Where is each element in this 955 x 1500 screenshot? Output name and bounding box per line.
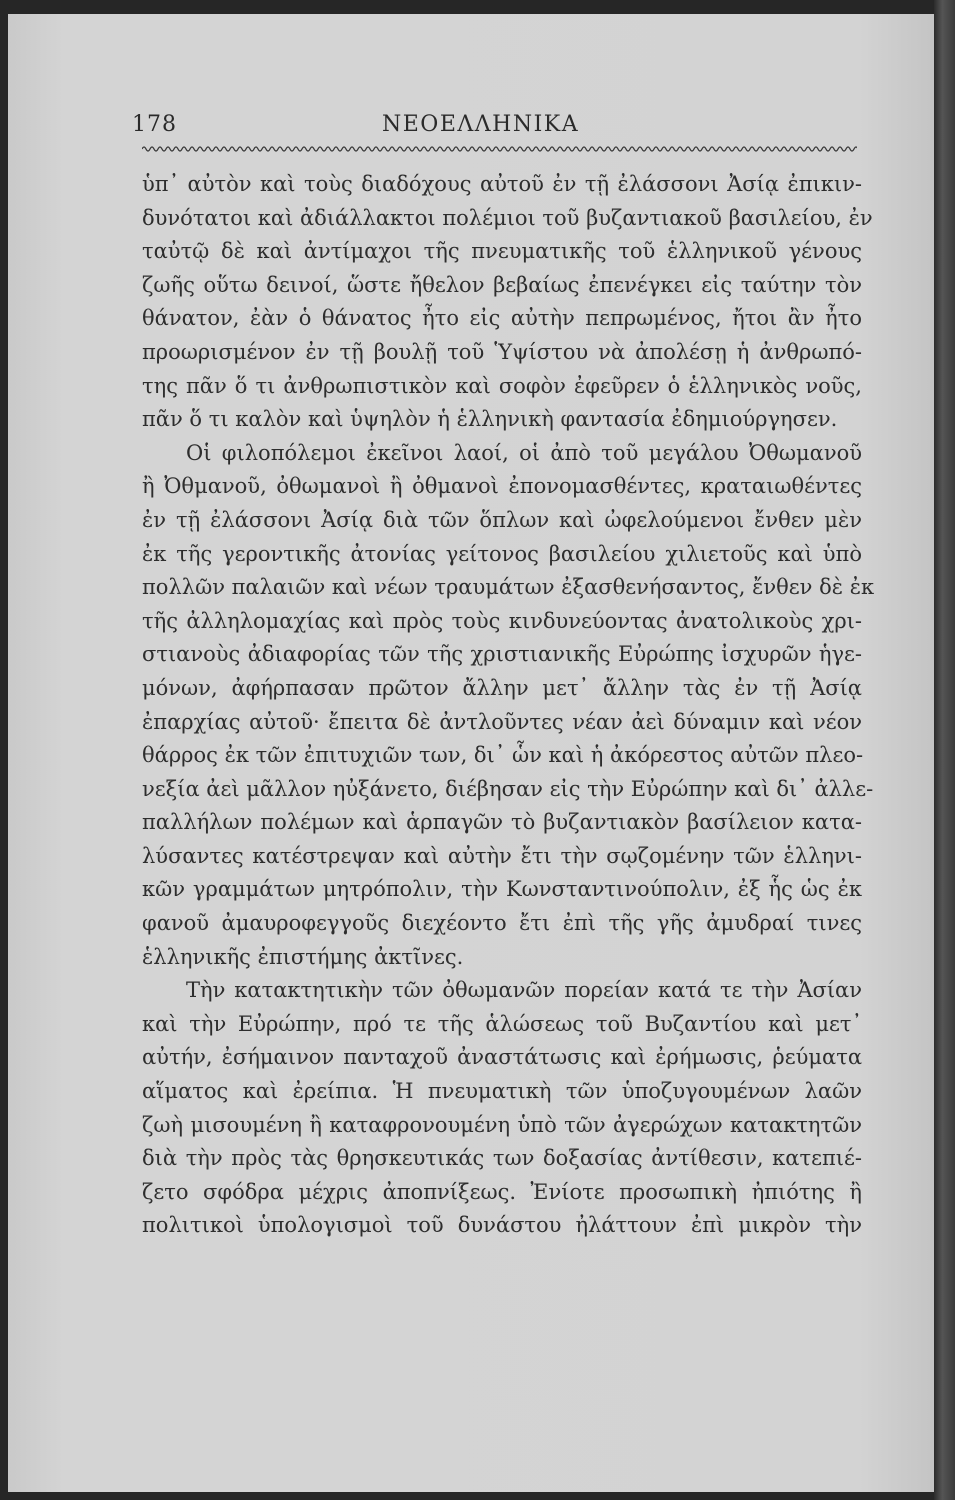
text-line: λύσαντες κατέστρεψαν καὶ αὐτὴν ἔτι τὴν σῳζομένην τῶν ἑλληνι- [142, 843, 862, 868]
text-line: διὰ τὴν πρὸς τὰς θρησκευτικάς των δοξασίας ἀντίθεσιν, κατεπιέ- [142, 1146, 862, 1171]
text-line: πᾶν ὅ τι καλὸν καὶ ὑψηλὸν ἡ ἑλληνικὴ φαντασία ἐδημιούργησεν. [142, 407, 838, 432]
text-line: παλλήλων πολέμων καὶ ἁρπαγῶν τὸ βυζαντιακὸν βασίλειον κατα- [142, 810, 862, 835]
text-line: ὑπ᾽ αὐτὸν καὶ τοὺς διαδόχους αὐτοῦ ἐν τῇ ἐλάσσονι Ἀσίᾳ ἐπικιν- [142, 172, 862, 196]
paragraph-start-line: Τὴν κατακτητικὴν τῶν ὀθωμανῶν πορείαν κατά τε τὴν Ἀσίαν [186, 978, 862, 1003]
text-line: προωρισμένον ἐν τῇ βουλῇ τοῦ Ὑψίστου νὰ ἀπολέσῃ ἡ ἀνθρωπό- [142, 339, 862, 364]
text-line: φανοῦ ἀμαυροφεγγοῦς διεχέοντο ἔτι ἐπὶ τῆς γῆς ἀμυδραί τινες [142, 911, 862, 936]
text-line: ἢ Ὀθμανοῦ, ὀθωμανοὶ ἢ ὀθμανοὶ ἐπονομασθέντες, κραταιωθέντες [142, 474, 862, 499]
text-line: ἐν τῇ ἐλάσσονι Ἀσίᾳ διὰ τῶν ὅπλων καὶ ὠφελούμενοι ἔνθεν μὲν [142, 507, 862, 532]
text-line: πολιτικοὶ ὑπολογισμοὶ τοῦ δυνάστου ἠλάττουν ἐπὶ μικρὸν τὴν [142, 1213, 862, 1238]
book-gutter-edge [934, 0, 955, 1500]
text-line: αὐτήν, ἐσήμαινον πανταχοῦ ἀναστάτωσις καὶ ἐρήμωσις, ῥεύματα [142, 1045, 862, 1070]
page-number: 178 [132, 112, 177, 137]
header-wavy-rule [142, 144, 857, 154]
text-line: ταὐτῷ δὲ καὶ ἀντίμαχοι τῆς πνευματικῆς τοῦ ἑλληνικοῦ γένους [142, 239, 862, 264]
text-line: δυνότατοι καὶ ἀδιάλλακτοι πολέμιοι τοῦ βυζαντιακοῦ βασιλείου, ἐν [142, 205, 873, 230]
text-line: θάρρος ἐκ τῶν ἐπιτυχιῶν των, δι᾽ ὧν καὶ ἡ ἀκόρεστος αὐτῶν πλεο- [142, 743, 864, 768]
running-title: ΝΕΟΕΛΛΗΝΙΚΑ [382, 112, 580, 137]
text-line: ζωὴ μισουμένη ἢ καταφρονουμένη ὑπὸ τῶν ἀγερώχων κατακτητῶν [142, 1112, 862, 1137]
text-line: ἐπαρχίας αὐτοῦ· ἔπειτα δὲ ἀντλοῦντες νέαν ἀεὶ δύναμιν καὶ νέον [142, 709, 862, 734]
paragraph-start-line: Οἱ φιλοπόλεμοι ἐκεῖνοι λαοί, οἱ ἀπὸ τοῦ μεγάλου Ὀθωμανοῦ [186, 440, 862, 465]
text-line: θάνατον, ἐὰν ὁ θάνατος ἦτο εἰς αὐτὴν πεπρωμένος, ἤτοι ἂν ἦτο [142, 306, 862, 331]
text-line: νεξία ἀεὶ μᾶλλον ηὐξάνετο, διέβησαν εἰς τὴν Εὐρώπην καὶ δι᾽ ἀλλε- [142, 776, 874, 801]
text-line: τῆς ἀλληλομαχίας καὶ πρὸς τοὺς κινδυνεύοντας ἀνατολικοὺς χρι- [142, 608, 862, 633]
text-line: στιανοὺς ἀδιαφορίας τῶν τῆς χριστιανικῆς Εὐρώπης ἰσχυρῶν ἡγε- [142, 642, 862, 667]
text-line: ζωῆς οὕτω δεινοί, ὥστε ἤθελον βεβαίως ἐπενέγκει εἰς ταύτην τὸν [142, 272, 862, 297]
text-line: ζετο σφόδρα μέχρις ἀποπνίξεως. Ἐνίοτε προσωπικὴ ἠπιότης ἢ [142, 1179, 862, 1204]
running-header [132, 112, 862, 146]
text-line: αἵματος καὶ ἐρείπια. Ἡ πνευματικὴ τῶν ὑποζυγουμένων λαῶν [142, 1079, 862, 1104]
text-line: καὶ τὴν Εὐρώπην, πρό τε τῆς ἁλώσεως τοῦ Βυζαντίου καὶ μετ᾽ [142, 1011, 862, 1036]
text-line: πολλῶν παλαιῶν καὶ νέων τραυμάτων ἐξασθενήσαντος, ἔνθεν δὲ ἐκ [142, 575, 875, 600]
text-line: κῶν γραμμάτων μητρόπολιν, τὴν Κωνσταντινούπολιν, ἐξ ἧς ὡς ἐκ [142, 877, 862, 902]
text-line: ἑλληνικῆς ἐπιστήμης ἀκτῖνες. [142, 944, 464, 969]
text-line: μόνων, ἀφήρπασαν πρῶτον ἄλλην μετ᾽ ἄλλην τὰς ἐν τῇ Ἀσίᾳ [142, 675, 862, 700]
body-text [142, 168, 875, 1243]
text-line: ἐκ τῆς γεροντικῆς ἀτονίας γείτονος βασιλείου χιλιετοῦς καὶ ὑπὸ [142, 541, 862, 566]
text-line: της πᾶν ὅ τι ἀνθρωπιστικὸν καὶ σοφὸν ἐφεῦρεν ὁ ἑλληνικὸς νοῦς, [142, 373, 862, 398]
